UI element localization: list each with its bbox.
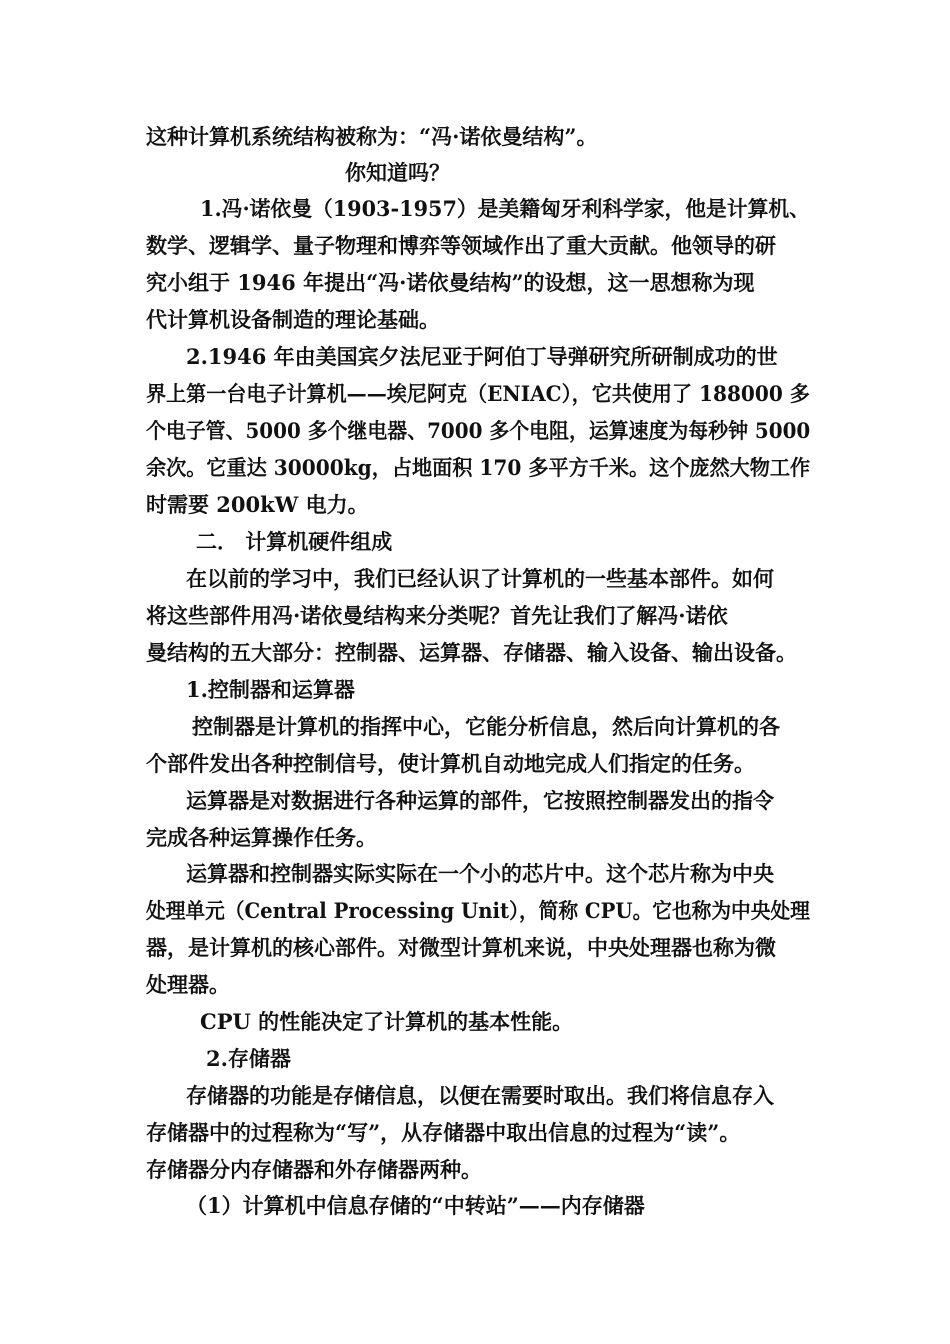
text-line: 数学、逻辑学、量子物理和博弈等领域作出了重大贡献。他领导的研 bbox=[146, 233, 776, 258]
text-line: 完成各种运算操作任务。 bbox=[146, 825, 377, 850]
text-line: 存储器中的过程称为“写”，从存储器中取出信息的过程为“读”。 bbox=[146, 1120, 741, 1145]
text-line: 运算器是对数据进行各种运算的部件，它按照控制器发出的指令 bbox=[186, 788, 774, 813]
text-line: 代计算机设备制造的理论基础。 bbox=[146, 307, 440, 332]
text-line: 个电子管、5000 多个继电器、7000 多个电阻，运算速度为每秒钟 5000 bbox=[146, 418, 811, 443]
text-line: 1.冯·诺依曼（1903-1957）是美籍匈牙利科学家，他是计算机、 bbox=[200, 196, 810, 221]
text-line: 2.1946 年由美国宾夕法尼亚于阿伯丁导弹研究所研制成功的世 bbox=[186, 344, 778, 369]
text-line: 将这些部件用冯·诺依曼结构来分类呢？首先让我们了解冯·诺依 bbox=[146, 603, 728, 628]
text-line: 曼结构的五大部分：控制器、运算器、存储器、输入设备、输出设备。 bbox=[146, 640, 797, 665]
subsection-heading: 2.存储器 bbox=[206, 1046, 291, 1071]
text-line: 控制器是计算机的指挥中心，它能分析信息，然后向计算机的各 bbox=[192, 714, 780, 739]
text-line: 存储器分内存储器和外存储器两种。 bbox=[146, 1157, 482, 1182]
subsection-heading: 1.控制器和运算器 bbox=[186, 677, 355, 702]
subsection-heading: （1）计算机中信息存储的“中转站”——内存储器 bbox=[186, 1193, 645, 1218]
text-line: 时需要 200kW 电力。 bbox=[146, 492, 369, 517]
section-heading: 二． 计算机硬件组成 bbox=[196, 529, 393, 554]
text-line: 在以前的学习中，我们已经认识了计算机的一些基本部件。如何 bbox=[186, 566, 774, 591]
text-line: 这种计算机系统结构被称为：“冯·诺依曼结构”。 bbox=[146, 124, 598, 149]
text-line: CPU 的性能决定了计算机的基本性能。 bbox=[200, 1009, 574, 1034]
text-line: 器，是计算机的核心部件。对微型计算机来说，中央处理器也称为微 bbox=[146, 935, 776, 960]
text-line: 存储器的功能是存储信息，以便在需要时取出。我们将信息存入 bbox=[186, 1083, 774, 1108]
text-line: 究小组于 1946 年提出“冯·诺依曼结构”的设想，这一思想称为现 bbox=[146, 270, 755, 295]
text-line: 运算器和控制器实际实际在一个小的芯片中。这个芯片称为中央 bbox=[186, 861, 774, 886]
text-line: 界上第一台电子计算机——埃尼阿克（ENIAC），它共使用了 188000 多 bbox=[146, 381, 810, 406]
text-line: 余次。它重达 30000kg，占地面积 170 多平方千米。这个庞然大物工作 bbox=[146, 455, 811, 480]
text-line: 处理器。 bbox=[146, 972, 230, 997]
text-line: 个部件发出各种控制信号，使计算机自动地完成人们指定的任务。 bbox=[146, 751, 755, 776]
callout-heading: 你知道吗？ bbox=[345, 160, 450, 185]
text-line: 处理单元（Central Processing Unit），简称 CPU。它也称为中央处理 bbox=[146, 898, 810, 923]
